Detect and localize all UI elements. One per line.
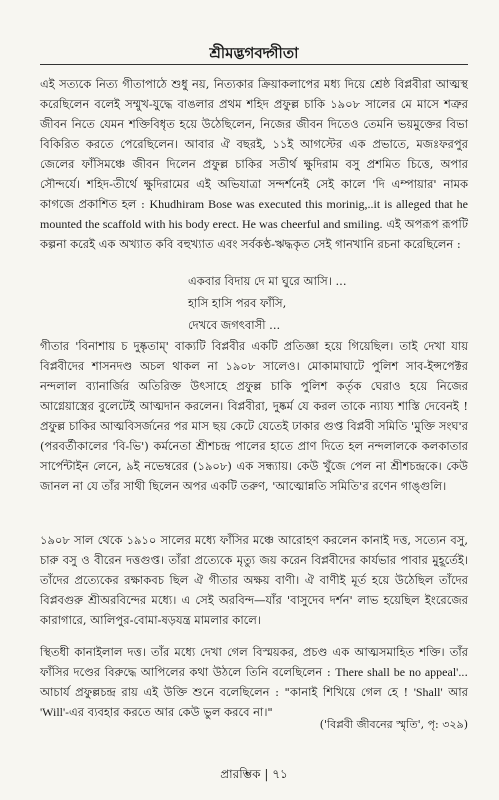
paragraph-4-text-b: . আচার্য প্রফুল্লচন্দ্র রায় এই উক্তি শুনে বলেছিলেন : "কানাই শিখিয়ে গেল হে ! [40, 665, 468, 699]
citation: ('বিপ্লবী জীবনের স্মৃতি', পৃ: ৩২৯) [319, 718, 468, 731]
paragraph-4 [40, 642, 469, 719]
english-word-will: 'Will' [40, 705, 66, 719]
verse-line: দেখবে জগৎবাসী ... [188, 318, 281, 332]
book-page [40, 0, 468, 800]
running-header: শ্রীমদ্ভগবদ্গীতা [209, 44, 299, 62]
verse-line: হাসি হাসি পরব ফাঁসি, [188, 296, 287, 310]
paragraph-4-text-d: -এর ব্যবহার করতে আর কেউ ভুল করবে না।" [65, 705, 273, 719]
english-quote: Khudhiram Bose was executed this morinig,..it is alleged that he mounted the scaffold with his body erect. He was cheerful and smiling. [40, 197, 469, 231]
paragraph-1-tail: এই অপরূপ রূপটি কল্পনা করেই এক অখ্যাত কবি বহুখ্যাত এবং সর্বকণ্ঠ-ঋদ্ধকৃত সেই গানখানি রচনা করেছিলেন : [40, 217, 468, 251]
header-rule [40, 64, 468, 65]
paragraph-4-text-a: স্থিতধী কানাইলাল দত্ত। তাঁর মধ্যে দেখা গেল বিস্ময়কর, প্রচণ্ড এক আত্মসমাহিত শক্তি। তাঁর ফাঁসির দণ্ডের বিরুদ্ধে আপিলের কথা উঠলে তিনি বলেছিলেন : [40, 645, 468, 679]
paragraph-4-text-c: আর [448, 685, 469, 699]
paragraph-1-text: এই সত্যকে নিত্য গীতাপাঠে শুধু নয়, নিত্যকার ক্রিয়াকলাপের মধ্য দিয়ে শ্রেষ্ঠ বিপ্লবীরা আত্মস্থ করেছিলেন বলেই সম্মুখ-যুদ্ধে বাঙলার প্রথম শহিদ প্রফুল্ল চাকি ১৯০৮ সালের মে মাসে শত্রুর জীবন নিতে যেমন শক্তিবিধৃত হয়ে উঠেছিলেন, নিজের জীবন দিতেও তেমনি ভয়মুক্তের বিভা বিকিরিত করতে পেরেছিলেন। আবার ঐ বছরই, ১১ই আগস্টের এক প্রভাতে, মজঃফরপুর জেলের ফাঁসিমঞ্চে জীবন দিলেন প্রফুল্ল চাকির সতীর্থ ক্ষুদিরাম বসু প্রশমিত চিত্তে, অপার সৌন্দর্যে। শহিদ-তীর্থে ক্ষুদিরামের এই অভিযাত্রা সন্দর্শনেই সেই কালে 'দি এম্পায়ার' নামক কাগজে প্রকাশিত হল : [40, 77, 468, 211]
paragraph-1 [40, 74, 468, 264]
page-footer: প্রারম্ভিক | ৭১ [220, 767, 288, 781]
english-word-shall: 'Shall' [413, 685, 443, 699]
verse-line: একবার বিদায় দে মা ঘুরে আসি। ... [188, 274, 347, 288]
paragraph-2: গীতার 'বিনাশায় চ দুষ্কৃতাম্' বাক্যটি বিপ্লবীর একটি প্রতিজ্ঞা হয়ে গিয়েছিল। তাই দেখা যায় বিপ্লবীদের শাসনদণ্ড অচল থাকল না ১৯০৮ সালেও। মোকামাঘাটে পুলিশ সাব-ইন্সপেক্টর নন্দলাল ব্যানার্জির অতিরিক্ত উৎসাহে প্রফুল্ল চাকি পুলিশ কর্তৃক ঘেরাও হয়ে নিজের আগ্নেয়াস্ত্রের বুলেটেই আত্মদান করলেন। বিপ্লবীরা, দুষ্কর্ম যে করল তাকে ন্যায্য শাস্তি দেবেনই ! প্রফুল্ল চাকির আত্মবিসর্জনের পর মাস ছয় কেটে যেতেই ঢাকার গুপ্ত বিপ্লবী সমিতি 'মুক্তি সংঘ'র (পরবর্তীকালের 'বি-ভি') কর্মনেতা শ্রীশচন্দ্র পালের হাতে প্রাণ দিতে হল নন্দলালকে কলকাতার সার্পেন্টাইন লেনে, ৯ই নভেম্বরের (১৯০৮) এক সন্ধ্যায়। কেউ খুঁজে পেল না শ্রীশচন্দ্রকে। কেউ জানল না যে তাঁর সাথী ছিলেন অপর একটি তরুণ, 'আত্মোন্নতি সমিতি'র রণেন গাঙ্গুলি। [40, 339, 468, 493]
song-verse [188, 270, 347, 336]
english-quote-appeal: There shall be no appeal'.. [335, 665, 465, 679]
paragraph-3: ১৯০৮ সাল থেকে ১৯১০ সালের মধ্যে ফাঁসির মঞ্চে আরোহণ করলেন কানাই দত্ত, সত্যেন বসু, চারু বসু ও বীরেন দত্তগুপ্ত। তাঁরা প্রত্যেকে মৃত্যু জয় করেন বিপ্লবীদের কার্যভার পাবার মুহূর্তেই। তাঁদের প্রত্যেকের রক্ষাকবচ ছিল ঐ গীতার অক্ষয় বাণী। ঐ বাণীই মূর্ত হয়ে উঠেছিল তাঁদের বিপ্লবগুরু শ্রীঅরবিন্দের মধ্যে। এ সেই অরবিন্দ—যাঁর 'বাসুদেব দর্শন' লাভ হয়েছিল ইংরেজের কারাগারে, আলিপুর-বোমা-ষড়যন্ত্র মামলার কালে। [40, 533, 468, 627]
